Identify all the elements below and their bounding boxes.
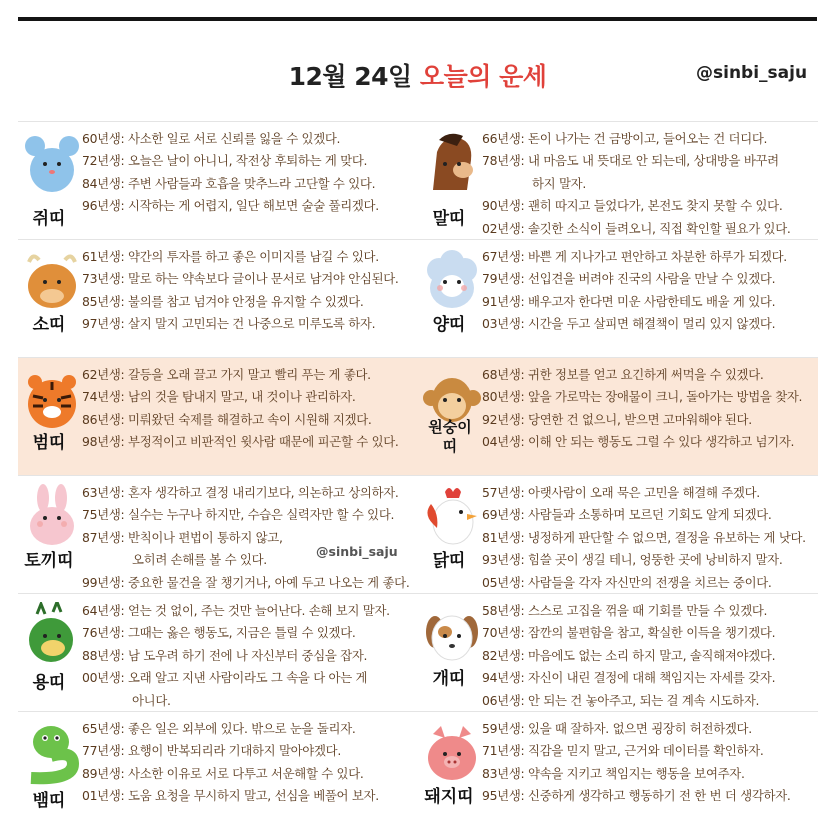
fortune-line: 71년생: 직감을 믿지 말고, 근거와 데이터를 확인하자.	[482, 743, 764, 759]
fortune-line: 82년생: 마음에도 없는 소리 하지 말고, 솔직해져야겠다.	[482, 647, 776, 663]
dog-icon	[423, 602, 481, 668]
fortune-line: 06년생: 안 되는 건 놓아주고, 되는 걸 계속 시도하자.	[482, 692, 760, 708]
zodiac-cell	[418, 593, 818, 711]
fortune-line: 69년생: 사람들과 소통하며 모르던 기회도 알게 되겠다.	[482, 507, 772, 523]
zodiac-name: 돼지띠	[424, 787, 474, 807]
fortune-line: 66년생: 돈이 나가는 건 금방이고, 들어오는 건 더디다.	[482, 131, 768, 146]
zodiac-name: 용띠	[32, 673, 66, 693]
fortune-line: 84년생: 주변 사람들과 호흡을 맞추느라 고단할 수 있다.	[82, 175, 376, 191]
zodiac-name: 원숭이띠	[428, 418, 472, 455]
fortune-line: 04년생: 이해 안 되는 행동도 그럴 수 있다 생각하고 넘기자.	[482, 434, 795, 450]
fortune-line: 하지 말자.	[532, 175, 586, 191]
fortune-line: 86년생: 미뤄왔던 숙제를 해결하고 속이 시원해 지겠다.	[82, 411, 372, 427]
snake-icon	[23, 720, 81, 786]
fortune-line: 98년생: 부정적이고 비판적인 윗사람 때문에 피곤할 수 있다.	[82, 434, 399, 450]
watermark: @sinbi_saju	[316, 544, 398, 559]
zodiac-cell	[18, 239, 418, 357]
pig-icon	[423, 720, 481, 786]
title-fortune: 오늘의 운세	[419, 62, 547, 91]
fortune-lines	[82, 482, 416, 594]
zodiac-cell	[418, 121, 818, 239]
fortune-line: 77년생: 요행이 반복되리라 기대하지 말아야겠다.	[82, 743, 341, 759]
account-handle: @sinbi_saju	[696, 63, 808, 83]
fortune-line: 94년생: 자신이 내린 결정에 대해 책임지는 자세를 갖자.	[482, 670, 776, 686]
fortune-line: 62년생: 갈등을 오래 끌고 가지 말고 빨리 푸는 게 좋다.	[82, 367, 371, 382]
fortune-lines	[482, 128, 816, 240]
zodiac-name: 닭띠	[432, 551, 466, 571]
fortune-line: 85년생: 불의를 참고 넘겨야 안정을 유지할 수 있겠다.	[82, 293, 364, 309]
zodiac-cell	[418, 711, 818, 825]
rooster-icon	[423, 484, 481, 550]
fortune-line: 64년생: 얻는 것 없이, 주는 것만 늘어난다. 손해 보지 말자.	[82, 603, 390, 618]
fortune-line: 96년생: 시작하는 게 어렵지, 일단 해보면 술술 풀리겠다.	[82, 198, 379, 214]
fortune-line: 99년생: 중요한 물건을 잘 챙기거나, 아예 두고 나오는 게 좋다.	[82, 574, 410, 590]
fortune-line: 79년생: 선입견을 버려야 진국의 사람을 만날 수 있겠다.	[482, 271, 776, 287]
fortune-lines	[482, 246, 816, 336]
fortune-line: 93년생: 힘쓸 곳이 생길 테니, 엉뚱한 곳에 낭비하지 말자.	[482, 552, 783, 568]
fortune-lines	[482, 600, 816, 712]
fortune-line: 아니다.	[132, 692, 171, 708]
fortune-line: 95년생: 신중하게 생각하고 행동하기 전 한 번 더 생각하자.	[482, 788, 791, 804]
fortune-lines	[482, 364, 816, 454]
fortune-line: 76년생: 그때는 옳은 행동도, 지금은 틀릴 수 있겠다.	[82, 625, 356, 641]
fortune-line: 72년생: 오늘은 날이 아니니, 작전상 후퇴하는 게 맞다.	[82, 153, 368, 169]
sheep-icon	[423, 248, 481, 314]
fortune-line: 70년생: 잠깐의 불편함을 참고, 확실한 이득을 챙기겠다.	[482, 625, 776, 641]
zodiac-name: 토끼띠	[24, 551, 74, 571]
fortune-line: 78년생: 내 마음도 내 뜻대로 안 되는데, 상대방을 바꾸려	[482, 153, 779, 169]
fortune-line: 63년생: 혼자 생각하고 결정 내리기보다, 의논하고 상의하자.	[82, 485, 399, 500]
zodiac-name: 양띠	[432, 315, 466, 335]
fortune-line: 03년생: 시간을 두고 살피면 해결책이 멀리 있지 않겠다.	[482, 316, 776, 332]
fortune-line: 67년생: 바쁜 게 지나가고 편안하고 차분한 하루가 되겠다.	[482, 249, 787, 264]
fortune-line: 02년생: 솔깃한 소식이 들려오니, 직접 확인할 필요가 있다.	[482, 220, 791, 236]
fortune-line: 81년생: 냉정하게 판단할 수 없으면, 결정을 유보하는 게 낫다.	[482, 529, 806, 545]
zodiac-cell	[18, 593, 418, 711]
zodiac-cell	[18, 357, 418, 475]
zodiac-cell	[418, 475, 818, 593]
fortune-line: 74년생: 남의 것을 탐내지 말고, 내 것이나 관리하자.	[82, 389, 356, 405]
zodiac-cell	[18, 475, 418, 593]
zodiac-cell	[418, 239, 818, 357]
fortune-line: 73년생: 말로 하는 약속보다 글이나 문서로 남겨야 안심된다.	[82, 271, 399, 287]
dragon-icon	[23, 602, 81, 668]
fortune-line: 60년생: 사소한 일로 서로 신뢰를 잃을 수 있겠다.	[82, 131, 341, 146]
fortune-lines	[82, 128, 416, 218]
zodiac-name: 말띠	[432, 209, 466, 229]
zodiac-cell	[18, 711, 418, 825]
fortune-lines	[82, 718, 416, 808]
fortune-line: 80년생: 앞을 가로막는 장애물이 크니, 돌아가는 방법을 찾자.	[482, 389, 803, 405]
fortune-lines	[82, 600, 416, 712]
zodiac-name: 범띠	[32, 433, 66, 453]
fortune-line: 92년생: 당연한 건 없으니, 받으면 고마워해야 된다.	[482, 411, 752, 427]
fortune-line: 68년생: 귀한 정보를 얻고 요긴하게 써먹을 수 있겠다.	[482, 367, 764, 382]
fortune-line: 58년생: 스스로 고집을 꺾을 때 기회를 만들 수 있겠다.	[482, 603, 768, 618]
fortune-line: 75년생: 실수는 누구나 하지만, 수습은 실력자만 할 수 있다.	[82, 507, 395, 523]
fortune-line: 00년생: 오래 알고 지낸 사람이라도 그 속을 다 아는 게	[82, 670, 368, 686]
fortune-line: 57년생: 아랫사람이 오래 묵은 고민을 해결해 주겠다.	[482, 485, 760, 500]
zodiac-name: 쥐띠	[32, 209, 66, 229]
fortune-line: 88년생: 남 도우려 하기 전에 나 자신부터 중심을 잡자.	[82, 647, 368, 663]
top-rule	[18, 17, 817, 21]
zodiac-name: 개띠	[432, 669, 466, 689]
fortune-line: 91년생: 배우고자 한다면 미운 사람한테도 배울 게 있다.	[482, 293, 776, 309]
fortune-line: 97년생: 살지 말지 고민되는 건 나중으로 미루도록 하자.	[82, 316, 376, 332]
fortune-line: 05년생: 사람들을 각자 자신만의 전쟁을 치르는 중이다.	[482, 574, 772, 590]
ox-icon	[23, 248, 81, 314]
fortune-lines	[482, 482, 816, 594]
fortune-line: 오히려 손해를 볼 수 있다.	[132, 552, 267, 568]
zodiac-name: 뱀띠	[32, 791, 66, 811]
fortune-line: 65년생: 좋은 일은 외부에 있다. 밖으로 눈을 돌리자.	[82, 721, 356, 736]
fortune-line: 89년생: 사소한 이유로 서로 다투고 서운해할 수 있다.	[82, 765, 364, 781]
fortune-grid	[18, 121, 817, 825]
fortune-lines	[482, 718, 816, 808]
fortune-line: 83년생: 약속을 지키고 책임지는 행동을 보여주자.	[482, 765, 745, 781]
fortune-line: 61년생: 약간의 투자를 하고 좋은 이미지를 남길 수 있다.	[82, 249, 379, 264]
mouse-icon	[23, 130, 81, 196]
horse-icon	[423, 130, 481, 196]
fortune-line: 87년생: 반칙이나 편법이 통하지 않고,	[82, 529, 283, 545]
fortune-line: 01년생: 도움 요청을 무시하지 말고, 선심을 베풀어 보자.	[82, 788, 379, 804]
fortune-line: 59년생: 있을 때 잘하자. 없으면 굉장히 허전하겠다.	[482, 721, 752, 736]
zodiac-cell	[18, 121, 418, 239]
zodiac-name: 소띠	[32, 315, 66, 335]
fortune-lines	[82, 246, 416, 336]
zodiac-cell	[418, 357, 818, 475]
fortune-lines	[82, 364, 416, 454]
tiger-icon	[23, 366, 81, 432]
title-date: 12월 24일	[288, 62, 412, 91]
fortune-line: 90년생: 괜히 따지고 들었다가, 본전도 찾지 못할 수 있다.	[482, 198, 783, 214]
rabbit-icon	[23, 484, 81, 550]
